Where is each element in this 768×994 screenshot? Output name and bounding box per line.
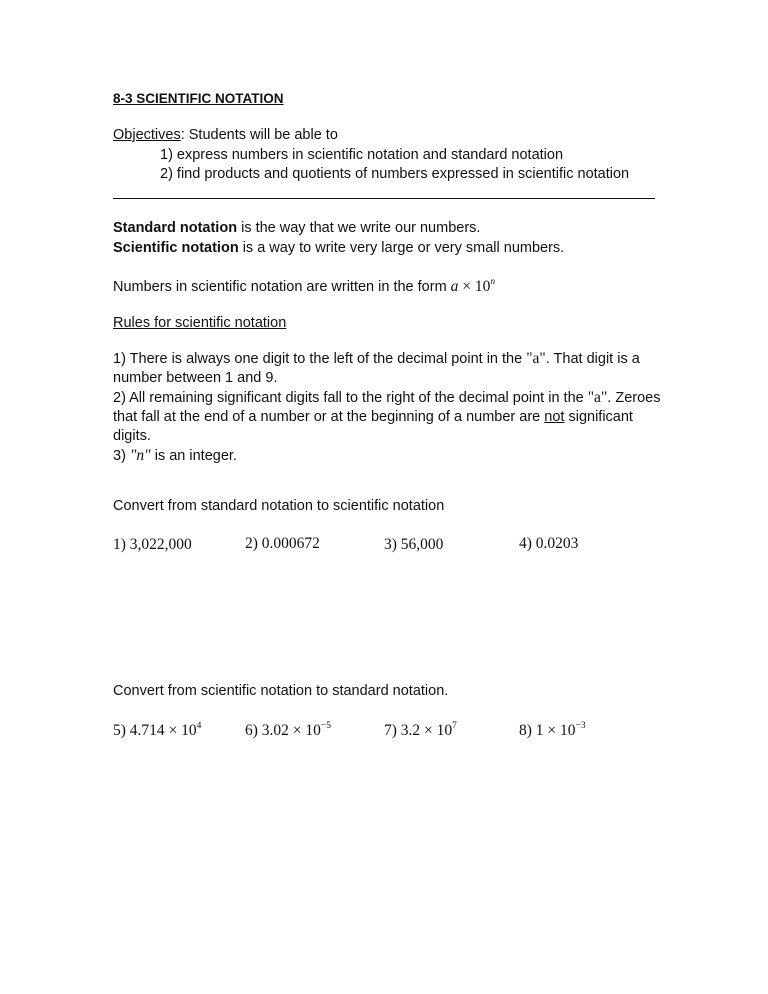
objectives-intro-text: : Students will be able to (180, 127, 338, 143)
definition-scientific (113, 240, 564, 256)
problem-8: 8) $1 \times 10^{-3}$ (519, 721, 586, 739)
problem-1: 1) 3,022,000 (113, 536, 192, 553)
rules-heading: Rules for scientific notation (113, 315, 287, 331)
problem-7: 7) $3.2 \times 10^7$ (384, 721, 457, 739)
definition-text: is a way to write very large or very small numbers. (238, 240, 565, 256)
objective-item-1: 1) express numbers in scientific notation and standard notation (160, 147, 564, 163)
problem-3: 3) 56,000 (384, 536, 444, 553)
rule-2: 2) All remaining significant digits fall to the right of the decimal point in the "a". Zeroes (113, 389, 661, 406)
definition-term: Standard notation (113, 220, 238, 236)
definition-text: is the way that we write our numbers. (237, 220, 481, 236)
form-text: Numbers in scientific notation are written in the form (113, 279, 451, 295)
objectives-intro (113, 127, 338, 143)
form-expression: $a \times 10^n$ (450, 277, 496, 295)
rule-1: 1) There is always one digit to the left of the decimal point in the "a". That digit is a (113, 350, 640, 367)
rule-2-cont2: digits. (113, 428, 151, 444)
rule-2-cont: that fall at the end of a number or at the beginning of a number are not significant (113, 409, 633, 425)
definition-term: Scientific notation (113, 240, 239, 256)
page-title: 8-3 SCIENTIFIC NOTATION (113, 91, 284, 106)
definition-standard (113, 220, 480, 236)
rule-3: 3) "n" is an integer. (113, 447, 237, 464)
problem-4: 4) 0.0203 (519, 535, 579, 552)
section1-heading: Convert from standard notation to scientific notation (113, 498, 445, 514)
form-statement (113, 278, 495, 296)
objectives-label: Objectives (113, 127, 181, 143)
rule-1-cont: number between 1 and 9. (113, 370, 278, 386)
section2-heading: Convert from scientific notation to standard notation. (113, 683, 449, 699)
rules-list (113, 349, 673, 466)
problem-6: 6) $3.02 \times 10^{-5}$ (245, 721, 332, 739)
problem-5: 5) $4.714 \times 10^4$ (113, 721, 202, 739)
problem-2: 2) 0.000672 (245, 535, 320, 552)
divider-line (113, 198, 655, 199)
objective-item-2: 2) find products and quotients of numbers expressed in scientific notation (160, 166, 630, 182)
